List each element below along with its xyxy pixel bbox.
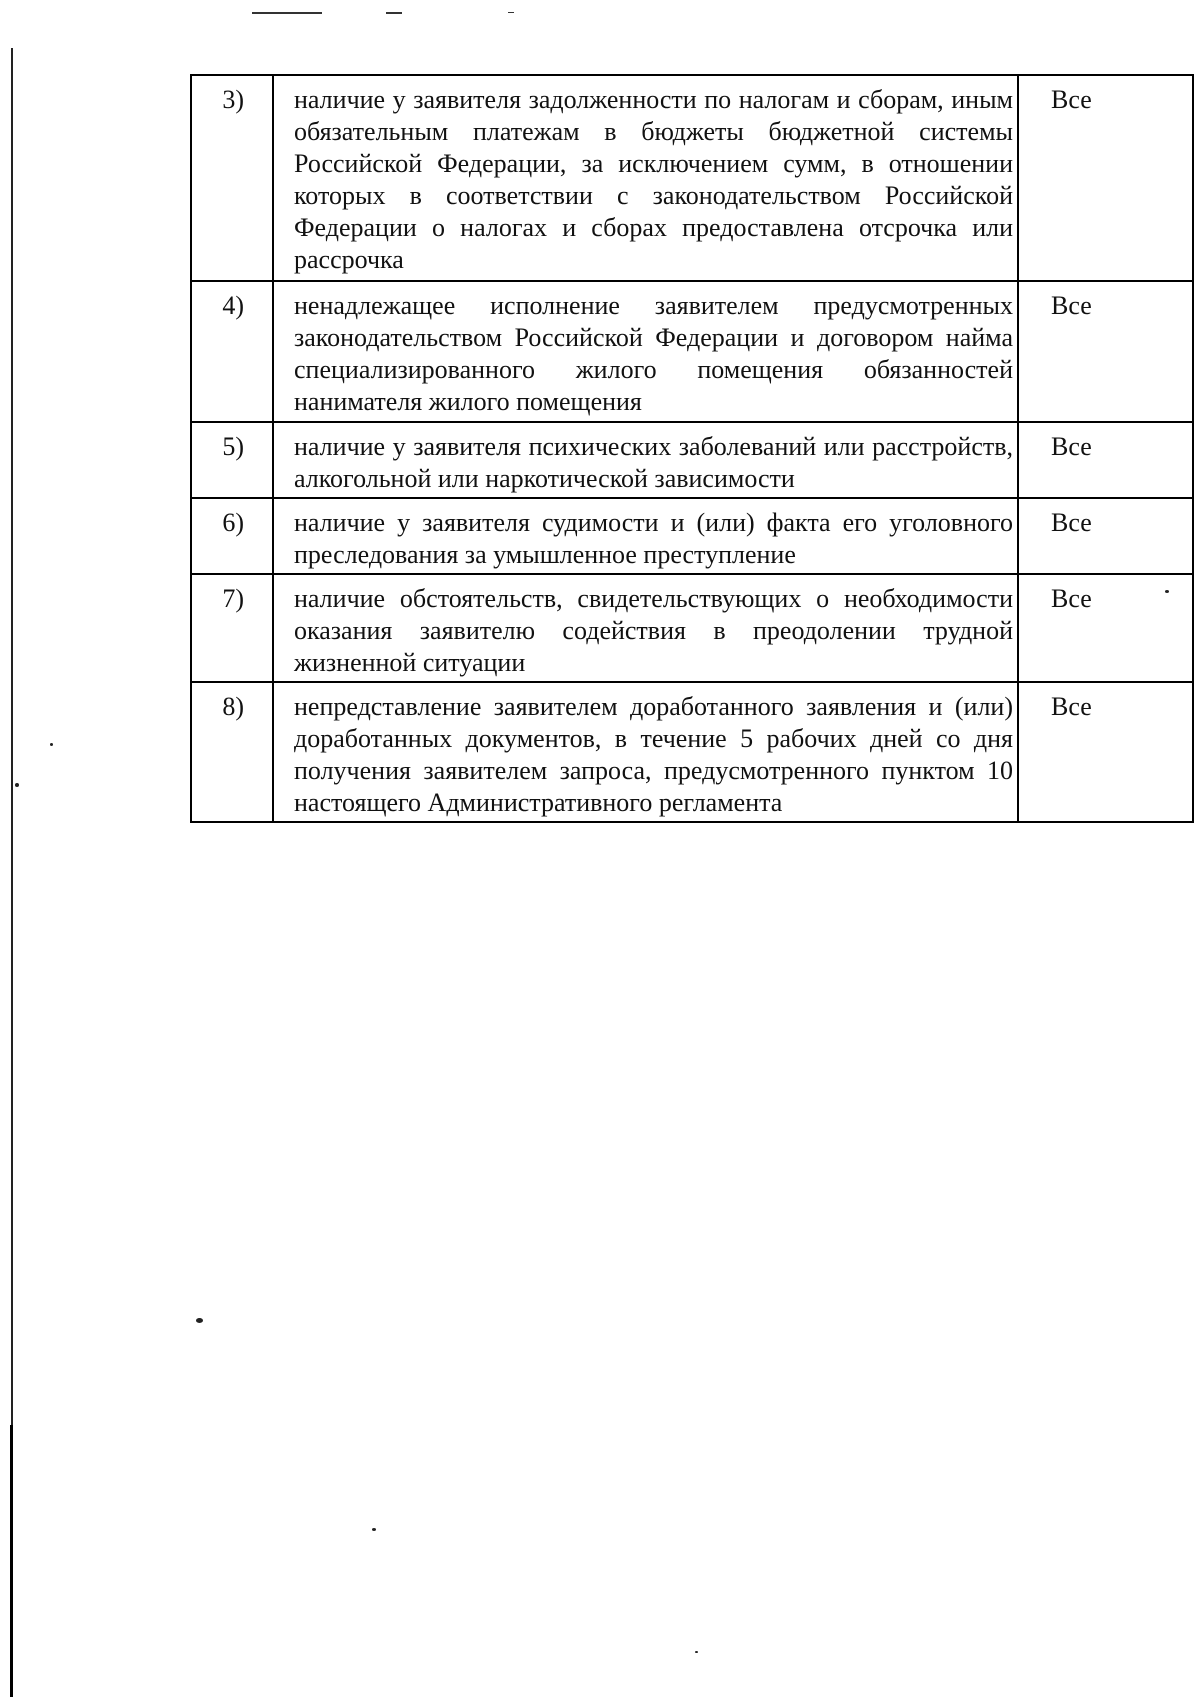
row-number: 4): [191, 281, 273, 422]
table-row: [191, 75, 1193, 281]
row-text: наличие обстоятельств, свидетельствующих о необходимости оказания заявителю содействия в преодолении трудной жизненной ситуации: [273, 574, 1018, 682]
table-row: [191, 422, 1193, 498]
row-category: Все: [1018, 281, 1193, 422]
row-number: 7): [191, 574, 273, 682]
row-category: Все: [1018, 574, 1193, 682]
table-row: [191, 574, 1193, 682]
table-row: [191, 281, 1193, 422]
scan-top-mark: [252, 12, 322, 14]
scan-speck: [372, 1528, 376, 1531]
table-row: [191, 498, 1193, 574]
scan-speck: [15, 783, 19, 787]
row-category: Все: [1018, 498, 1193, 574]
scan-top-mark: [386, 12, 402, 14]
scan-speck: [196, 1318, 203, 1323]
row-text: ненадлежащее исполнение заявителем предусмотренных законодательством Российской Федерации и договором найма специализированного жилого помещения обязанностей нанимателя жилого помещения: [273, 281, 1018, 422]
row-number: 6): [191, 498, 273, 574]
row-number: 5): [191, 422, 273, 498]
table-row: [191, 682, 1193, 822]
row-category: Все: [1018, 422, 1193, 498]
row-text: наличие у заявителя задолженности по налогам и сборам, иным обязательным платежам в бюджеты бюджетной системы Российской Федерации, за исключением сумм, в отношении которых в соответствии с законодательством Российской Федерации о налогах и сборах предоставлена отсрочка или рассрочка: [273, 75, 1018, 281]
row-text: наличие у заявителя психических заболеваний или расстройств, алкогольной или наркотической зависимости: [273, 422, 1018, 498]
row-text: наличие у заявителя судимости и (или) факта его уголовного преследования за умышленное преступление: [273, 498, 1018, 574]
row-number: 8): [191, 682, 273, 822]
row-category: Все: [1018, 682, 1193, 822]
row-text: непредставление заявителем доработанного заявления и (или) доработанных документов, в течение 5 рабочих дней со дня получения заявителем запроса, предусмотренного пунктом 10 настоящего Административного регламента: [273, 682, 1018, 822]
scan-top-mark: [508, 12, 514, 13]
scan-speck: [50, 743, 53, 746]
row-number: 3): [191, 75, 273, 281]
scan-speck: [695, 1651, 698, 1653]
grounds-table: [190, 74, 1194, 823]
scan-left-edge-dark: [10, 1425, 13, 1697]
row-category: Все: [1018, 75, 1193, 281]
